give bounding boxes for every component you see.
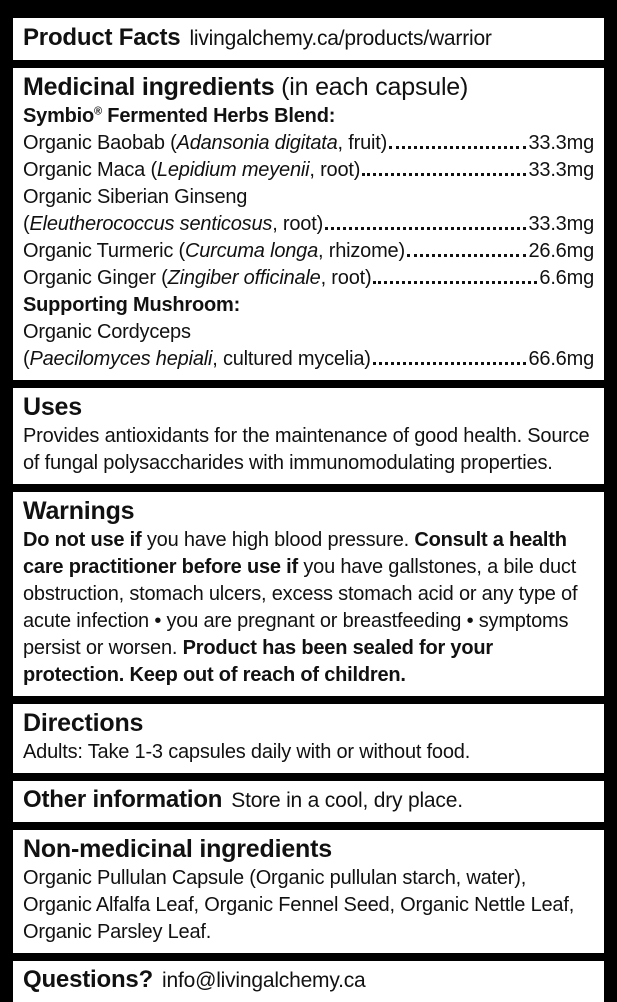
supporting-mushroom-header: Supporting Mushroom: bbox=[23, 294, 241, 316]
ingredient-amount: 33.3mg bbox=[528, 213, 594, 235]
ingredient-row-cordyceps-latin bbox=[23, 346, 594, 373]
directions-body: Adults: Take 1-3 capsules daily with or without food. bbox=[23, 741, 471, 763]
latin-name: Curcuma longa bbox=[185, 240, 319, 262]
warnings-title: Warnings bbox=[23, 497, 135, 525]
non-medicinal-ingredients-section bbox=[13, 830, 604, 953]
ingredient-row-ginger bbox=[23, 265, 594, 292]
medicinal-ingredients-section bbox=[13, 68, 604, 380]
ingredient-name: Organic Maca (Lepidium meyenii, root) bbox=[23, 159, 361, 181]
questions-section bbox=[13, 961, 604, 1002]
dotted-leader bbox=[362, 173, 526, 176]
ingredient-row-maca bbox=[23, 157, 594, 184]
other-information-body: Store in a cool, dry place. bbox=[231, 789, 463, 812]
ingredient-row-siberian-ginseng-latin bbox=[23, 211, 594, 238]
other-information-line bbox=[23, 785, 594, 815]
product-facts-header-line bbox=[23, 22, 594, 53]
ingredient-name: Organic Ginger (Zingiber officinale, root) bbox=[23, 267, 372, 289]
warnings-body: Do not use if you have high blood pressure. Consult a health care practitioner before use if you have gallstones, a bile duct obstruction, stomach ulcers, excess stomach acid or any type of acute infection • you are pregnant or breastfeeding • symptoms persist or worsen. Product has been sealed for your protection. Keep out of reach of children. bbox=[23, 529, 578, 686]
ingredient-amount: 33.3mg bbox=[528, 159, 594, 181]
latin-name: Adansonia digitata bbox=[176, 132, 338, 154]
ingredient-row-cordyceps-name: Organic Cordyceps bbox=[23, 321, 191, 343]
medicinal-title-suffix: (in each capsule) bbox=[281, 73, 469, 101]
blend-header-rest: Fermented Herbs Blend: bbox=[101, 105, 336, 127]
registered-trademark-mark: ® bbox=[94, 105, 102, 118]
medicinal-title-bold: Medicinal ingredients bbox=[23, 73, 275, 101]
non-medicinal-body: Organic Pullulan Capsule (Organic pullulan starch, water), Organic Alfalfa Leaf, Organic Fennel Seed, Organic Nettle Leaf, Organic Parsley Leaf. bbox=[23, 867, 575, 943]
other-information-section bbox=[13, 781, 604, 822]
ingredient-name: (Paecilomyces hepiali, cultured mycelia) bbox=[23, 348, 371, 370]
ingredient-name: Organic Baobab (Adansonia digitata, fruit) bbox=[23, 132, 388, 154]
warnings-bold-consult: Consult a health care practitioner before use if bbox=[23, 529, 567, 578]
product-facts-title: Product Facts bbox=[23, 24, 181, 51]
latin-name: Lepidium meyenii bbox=[156, 159, 310, 181]
dotted-leader bbox=[373, 362, 527, 365]
dotted-leader bbox=[407, 254, 527, 257]
ingredient-name: Organic Turmeric (Curcuma longa, rhizome) bbox=[23, 240, 405, 262]
non-medicinal-title: Non-medicinal ingredients bbox=[23, 835, 332, 863]
questions-contact-email: info@livingalchemy.ca bbox=[162, 969, 366, 992]
latin-name: Paecilomyces hepiali bbox=[29, 348, 213, 370]
latin-name: Eleutherococcus senticosus bbox=[29, 213, 273, 235]
ingredient-row-turmeric bbox=[23, 238, 594, 265]
ingredient-row-baobab bbox=[23, 130, 594, 157]
symbio-name: Symbio bbox=[23, 105, 95, 127]
ingredient-amount: 26.6mg bbox=[528, 240, 594, 262]
dotted-leader bbox=[389, 146, 526, 149]
medicinal-ingredients-title bbox=[23, 72, 594, 103]
directions-title: Directions bbox=[23, 709, 144, 737]
latin-name: Zingiber officinale bbox=[167, 267, 321, 289]
dotted-leader bbox=[325, 227, 526, 230]
uses-title: Uses bbox=[23, 393, 82, 421]
dotted-leader bbox=[373, 281, 537, 284]
ingredient-amount: 33.3mg bbox=[528, 132, 594, 154]
ingredient-name: (Eleutherococcus senticosus, root) bbox=[23, 213, 324, 235]
uses-section bbox=[13, 388, 604, 484]
warnings-bold-do-not-use: Do not use if bbox=[23, 529, 142, 551]
symbio-blend-header bbox=[23, 103, 594, 130]
product-facts-section bbox=[13, 18, 604, 60]
ingredient-amount: 66.6mg bbox=[528, 348, 594, 370]
ingredient-row-siberian-ginseng-name: Organic Siberian Ginseng bbox=[23, 186, 248, 208]
directions-section bbox=[13, 704, 604, 773]
other-information-title: Other information bbox=[23, 786, 223, 813]
uses-body: Provides antioxidants for the maintenance of good health. Source of fungal polysaccharides with immunomodulating properties. bbox=[23, 425, 590, 474]
warnings-bold-sealed: Product has been sealed for your protection. Keep out of reach of children. bbox=[23, 637, 493, 686]
product-url: livingalchemy.ca/products/warrior bbox=[189, 27, 492, 50]
ingredient-amount: 6.6mg bbox=[539, 267, 594, 289]
questions-title: Questions? bbox=[23, 966, 154, 993]
warnings-section bbox=[13, 492, 604, 696]
